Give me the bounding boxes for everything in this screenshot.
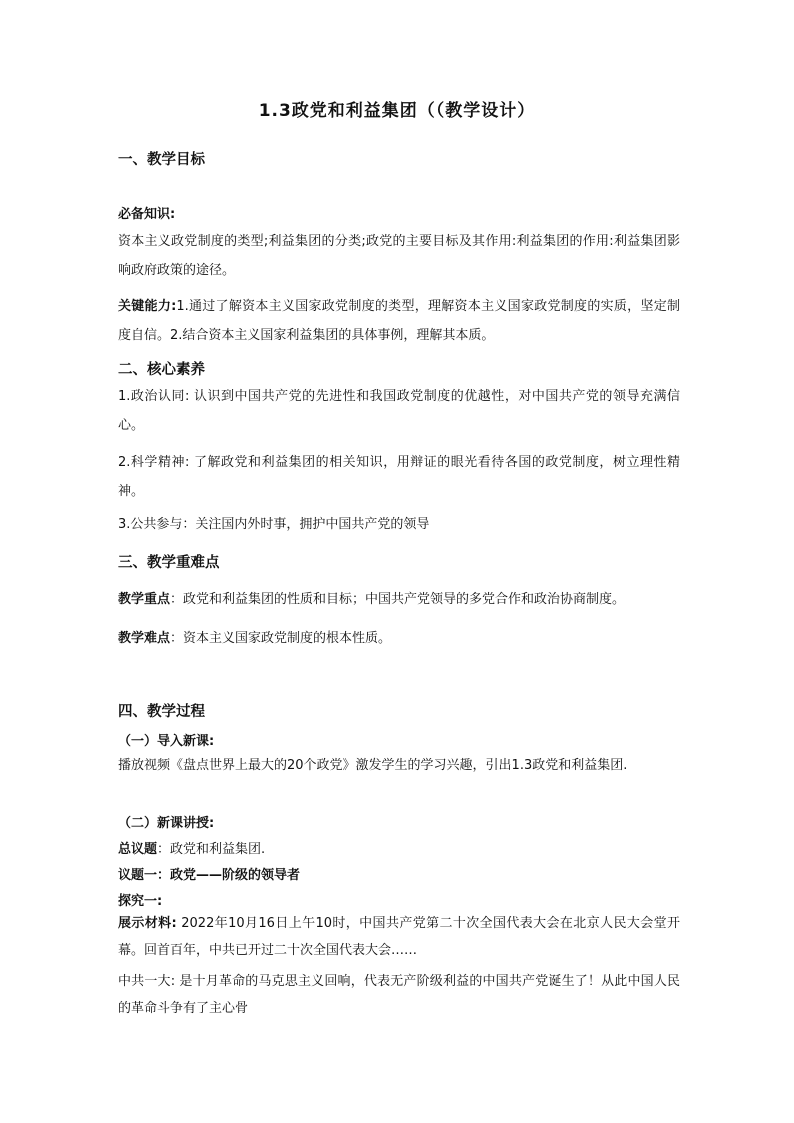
difficulty-text: ：资本主义国家政党制度的根本性质。 [170,631,392,646]
page-title: 1.3政党和利益集团（（教学设计） [258,101,536,121]
knowledge-label [118,203,680,222]
material-paragraph [118,910,680,964]
difficulty-paragraph [118,627,680,646]
key-point-paragraph [118,588,680,607]
overall-topic [118,838,680,857]
explore-label [118,890,680,909]
sub-topic-label: 议题一：政党——阶级的领导者 [118,868,301,883]
explore-label-text: 探究一: [118,894,163,909]
knowledge-label-text: 必备知识: [118,207,176,222]
section-heading-core-literacy: 二、核心素养 [118,362,205,378]
new-lesson-label-text: （二）新课讲授: [118,816,215,831]
ability-label: 关键能力: [118,299,177,314]
material-label: 展示材料: [118,916,177,931]
overall-topic-label: 总议题 [118,842,158,857]
literacy-paragraph-2: 2.科学精神: 了解政党和利益集团的相关知识，用辩证的眼光看待各国的政党制度，树立理性精神。 [118,455,680,499]
intro-paragraph: 播放视频《盘点世界上最大的20个政党》激发学生的学习兴趣，引出1.3政党和利益集团. [118,758,628,773]
difficulty-label: 教学难点 [118,631,171,646]
key-point-label: 教学重点 [118,592,171,607]
new-lesson-label [118,812,680,831]
intro-label [118,730,680,749]
ability-text: 1.通过了解资本主义国家政党制度的类型，理解资本主义国家政党制度的实质，坚定制度自信。2.结合资本主义国家利益集团的具体事例，理解其本质。 [118,299,680,343]
section-heading-process: 四、教学过程 [118,704,205,720]
ability-paragraph [118,292,680,350]
knowledge-paragraph: 资本主义政党制度的类型;利益集团的分类;政党的主要目标及其作用:利益集团的作用:利益集团影响政府政策的途径。 [118,234,680,278]
material-text: 2022年10月16日上午10时，中国共产党第二十次全国代表大会在北京人民大会堂开幕。回首百年，中共已开过二十次全国代表大会…… [118,916,680,958]
sub-topic [118,864,680,883]
literacy-paragraph-3: 3.公共参与：关注国内外时事，拥护中国共产党的领导 [118,517,430,532]
section-heading-objectives: 一、教学目标 [118,152,205,168]
section-heading-key-points: 三、教学重难点 [118,555,220,571]
overall-topic-text: ：政党和利益集团. [157,842,266,857]
literacy-paragraph-1: 1.政治认同: 认识到中国共产党的先进性和我国政党制度的优越性，对中国共产党的领导充满信心。 [118,389,680,433]
cpc-paragraph: 中共一大: 是十月革命的马克思主义回响，代表无产阶级利益的中国共产党诞生了！从此中国人民的革命斗争有了主心骨 [118,974,680,1016]
key-point-text: ：政党和利益集团的性质和目标；中国共产党领导的多党合作和政治协商制度。 [170,592,626,607]
intro-label-text: （一）导入新课: [118,734,215,749]
